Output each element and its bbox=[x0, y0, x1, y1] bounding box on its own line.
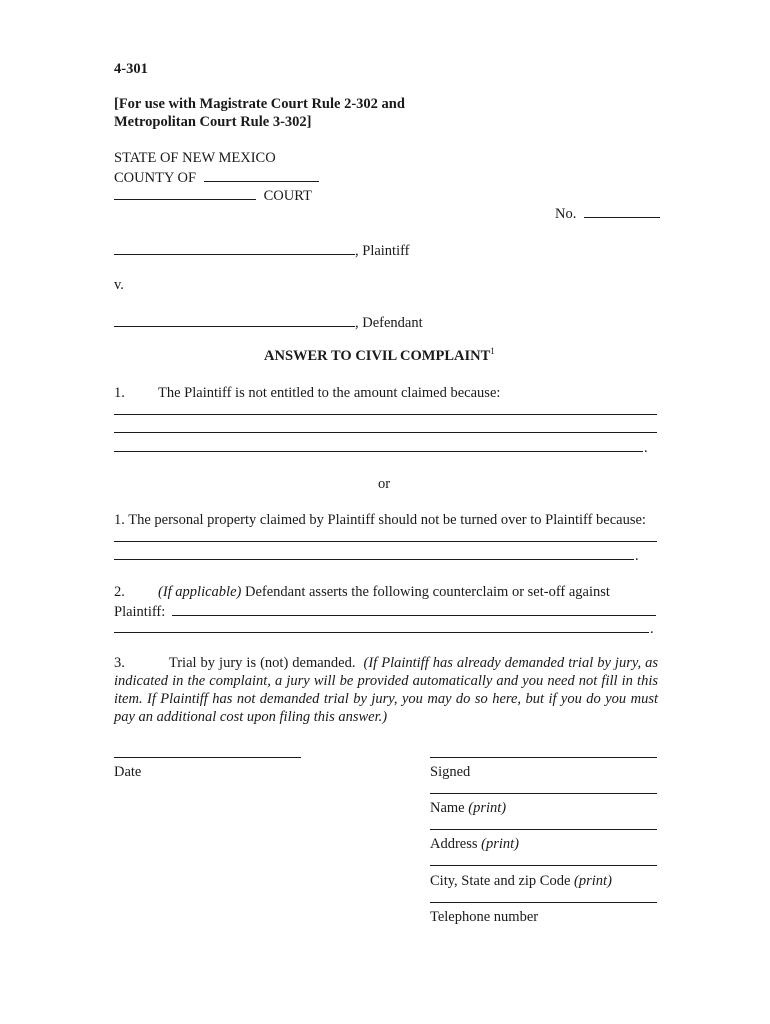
section2-plaintiff-row bbox=[114, 601, 656, 621]
counterclaim-field-line2[interactable] bbox=[114, 632, 649, 633]
document-title bbox=[264, 347, 495, 365]
name-label: Name bbox=[430, 800, 465, 816]
address-field[interactable] bbox=[430, 829, 657, 830]
date-field[interactable] bbox=[114, 757, 301, 758]
case-number-field[interactable] bbox=[584, 203, 660, 218]
city-state-zip-field[interactable] bbox=[430, 865, 657, 866]
section1-period: . bbox=[644, 440, 648, 456]
address-label: Address bbox=[430, 836, 478, 852]
court-name-field[interactable] bbox=[114, 185, 256, 200]
plaintiff-label: , Plaintiff bbox=[355, 243, 410, 259]
footnote-reference: 1 bbox=[490, 346, 495, 357]
telephone-label: Telephone number bbox=[430, 909, 539, 925]
county-label: COUNTY OF bbox=[114, 170, 197, 186]
city-hint: (print) bbox=[574, 873, 612, 889]
section1-answer-line3[interactable] bbox=[114, 451, 643, 452]
case-number-label: No. bbox=[555, 206, 577, 222]
county-field[interactable] bbox=[204, 167, 319, 182]
state-label: STATE OF NEW MEXICO bbox=[114, 150, 276, 166]
address-label-row bbox=[430, 835, 519, 853]
court-row bbox=[114, 185, 312, 205]
document-title-text: ANSWER TO CIVIL COMPLAINT bbox=[264, 348, 491, 364]
section1-number: 1. bbox=[114, 385, 125, 401]
form-number: 4-301 bbox=[114, 61, 148, 77]
section1-alt-text: 1. The personal property claimed by Plaintiff should not be turned over to Plaintiff because: bbox=[114, 512, 646, 528]
rule-reference-line1: [For use with Magistrate Court Rule 2-302 and bbox=[114, 96, 405, 112]
city-label: City, State and zip Code bbox=[430, 873, 571, 889]
signature-field[interactable] bbox=[430, 757, 657, 758]
counterclaim-field-line1[interactable] bbox=[172, 601, 656, 616]
defendant-row bbox=[114, 312, 423, 332]
section3-instructions: (If Plaintiff has already demanded trial by jury, as indicated in the complaint, a jury will be provided automatically and you need not fill in this item. If Plaintiff has not demanded trial by jury, you may do so here, but if you do you must pay an additional cost upon filing this answer.) bbox=[114, 655, 658, 725]
defendant-label: , Defendant bbox=[355, 315, 423, 331]
telephone-field[interactable] bbox=[430, 902, 657, 903]
court-label: COURT bbox=[263, 188, 312, 204]
section1-alt-answer-line1[interactable] bbox=[114, 541, 657, 542]
or-separator: or bbox=[378, 476, 391, 492]
name-label-row bbox=[430, 799, 506, 817]
section1-alt-period: . bbox=[635, 548, 639, 564]
versus-label: v. bbox=[114, 277, 124, 293]
section1-text: The Plaintiff is not entitled to the amount claimed because: bbox=[158, 385, 501, 401]
section3-text: Trial by jury is (not) demanded. bbox=[168, 655, 356, 671]
section1-answer-line1[interactable] bbox=[114, 414, 657, 415]
plaintiff-name-field[interactable] bbox=[114, 240, 355, 255]
section2-text: Defendant asserts the following counterclaim or set-off against bbox=[241, 584, 610, 600]
section2-period: . bbox=[650, 621, 654, 637]
plaintiff-row bbox=[114, 240, 410, 260]
section3-paragraph bbox=[114, 654, 658, 726]
defendant-name-field[interactable] bbox=[114, 312, 355, 327]
rule-reference-line2: Metropolitan Court Rule 3-302] bbox=[114, 114, 312, 130]
section1-alt-answer-line2[interactable] bbox=[114, 559, 634, 560]
address-hint: (print) bbox=[481, 836, 520, 852]
section2-text-row bbox=[158, 583, 658, 601]
section3-number: 3. bbox=[114, 655, 125, 671]
signed-label: Signed bbox=[430, 764, 471, 780]
city-label-row bbox=[430, 872, 612, 890]
name-hint: (print) bbox=[468, 800, 507, 816]
section2-number: 2. bbox=[114, 584, 125, 600]
county-row bbox=[114, 167, 319, 187]
section1-answer-line2[interactable] bbox=[114, 432, 657, 433]
date-label: Date bbox=[114, 764, 142, 780]
case-number-row bbox=[555, 203, 660, 223]
section2-applicable: (If applicable) bbox=[158, 584, 242, 600]
section2-plaintiff-label: Plaintiff: bbox=[114, 604, 166, 620]
name-field[interactable] bbox=[430, 793, 657, 794]
